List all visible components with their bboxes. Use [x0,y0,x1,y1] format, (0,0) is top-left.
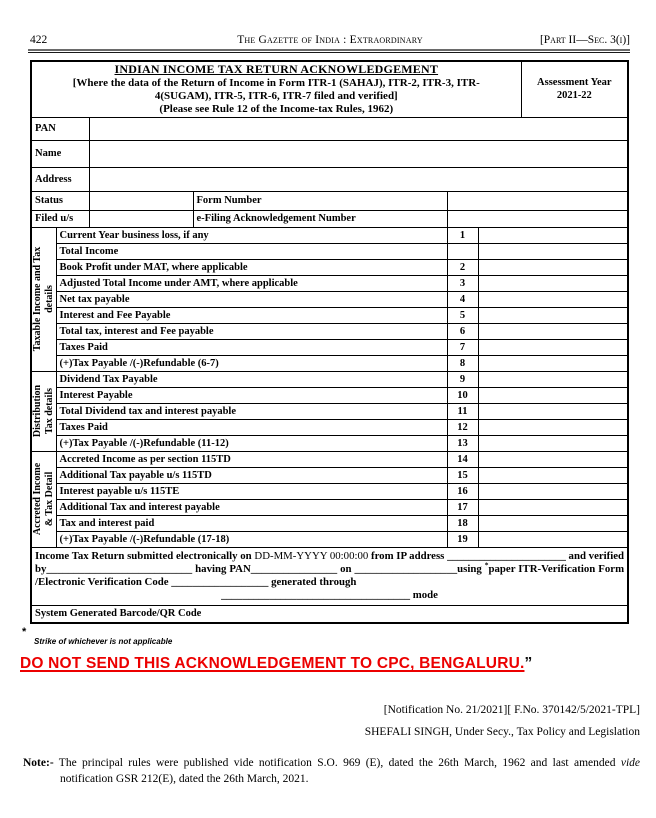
item-value-cell [478,515,628,531]
section-taxable-label: Taxable Income and Tax details [31,246,55,352]
form-subtitle-2: (Please see Rule 12 of the Income-tax Rules, 1962) [159,103,394,116]
form-subtitle-1: [Where the data of the Return of Income in Form ITR-1 (SAHAJ), ITR-2, ITR-3, ITR-4(SUGAM), ITR-5, ITR-6, ITR-7 filed and verified] [72,77,480,103]
item-number: 5 [447,307,478,323]
item-label: Dividend Tax Payable [56,371,447,387]
item-value-cell [478,339,628,355]
item-value-cell [478,275,628,291]
declaration-text: Income Tax Return submitted electronically on DD-MM-YYYY 00:00:00 from IP address ______________________ and verified by___________________________ having PAN________________ on ___________________using *paper ITR-Verification Form /Electronic Verification Code __________________ generated through [35,549,625,589]
item-number: 11 [447,403,478,419]
warning-text: DO NOT SEND THIS ACKNOWLEDGEMENT TO CPC, BENGALURU. [20,655,525,672]
table-row [31,259,628,275]
table-row [31,451,628,467]
item-number [447,243,478,259]
item-number: 1 [447,227,478,243]
warning-line [20,655,656,673]
item-value-cell [478,307,628,323]
table-row [31,307,628,323]
declaration-mode-line: ___________________________________ mode [221,589,438,602]
item-label: Interest and Fee Payable [56,307,447,323]
item-label: Adjusted Total Income under AMT, where applicable [56,275,447,291]
name-label: Name [31,140,89,167]
item-value-cell [478,435,628,451]
notification-number: [Notification No. 21/2021][ F.No. 370142/5/2021-TPL] [383,704,640,716]
footnote-asterisk: * [22,626,27,638]
item-value-cell [478,499,628,515]
item-value-cell [478,531,628,547]
efiling-ack-label: e-Filing Acknowledgement Number [193,210,447,227]
item-number: 8 [447,355,478,371]
section-distribution [31,371,56,451]
pan-label: PAN [31,117,89,140]
page-number: 422 [30,34,48,46]
table-row [31,355,628,371]
item-number: 2 [447,259,478,275]
table-row [31,291,628,307]
table-row [31,339,628,355]
asterisk-reference: * [484,560,489,570]
form-title: INDIAN INCOME TAX RETURN ACKNOWLEDGEMENT [114,62,439,77]
item-number: 7 [447,339,478,355]
item-label: Interest payable u/s 115TE [56,483,447,499]
name-value-cell [89,140,628,167]
filed-us-row [31,210,628,227]
declaration-row [31,547,628,605]
item-label: (+)Tax Payable /(-)Refundable (17-18) [56,531,447,547]
table-row [31,403,628,419]
item-number: 3 [447,275,478,291]
item-label: Total Income [56,243,447,259]
note-vide-italic: vide [620,757,640,769]
gazette-title: The Gazette of India : Extraordinary [237,34,423,46]
table-row [31,483,628,499]
address-label: Address [31,167,89,191]
table-row [31,499,628,515]
item-number: 4 [447,291,478,307]
table-row [31,387,628,403]
item-label: (+)Tax Payable /(-)Refundable (6-7) [56,355,447,371]
form-title-cell [31,61,521,117]
item-number: 15 [447,467,478,483]
item-number: 14 [447,451,478,467]
barcode-label: System Generated Barcode/QR Code [31,605,628,623]
item-label: Tax and interest paid [56,515,447,531]
assessment-year-value: 2021-22 [556,90,592,102]
section-distribution-label: Distribution Tax details [31,384,55,438]
table-row [31,435,628,451]
item-value-cell [478,243,628,259]
section-accreted [31,451,56,547]
address-value-cell [89,167,628,191]
filed-us-value-cell [89,210,193,227]
item-number: 17 [447,499,478,515]
notification-block [0,699,640,743]
table-row [31,227,628,243]
item-value-cell [478,227,628,243]
item-value-cell [478,467,628,483]
item-number: 13 [447,435,478,451]
item-value-cell [478,371,628,387]
item-label: Taxes Paid [56,339,447,355]
table-row [31,515,628,531]
footnote-text: Strike of whichever is not applicable [34,637,173,646]
filed-us-label: Filed u/s [31,210,89,227]
efiling-ack-value-cell [447,210,628,227]
table-row [31,371,628,387]
part-section: [Part II—Sec. 3(i)] [539,34,630,46]
form-number-label: Form Number [193,191,447,210]
table-row [31,419,628,435]
item-label: Additional Tax and interest payable [56,499,447,515]
pan-row [31,117,628,140]
name-row [31,140,628,167]
form-title-row [31,61,628,117]
item-label: Current Year business loss, if any [56,227,447,243]
address-row [31,167,628,191]
status-row [31,191,628,210]
declaration-datetime: DD-MM-YYYY 00:00:00 [254,549,369,562]
status-label: Status [31,191,89,210]
table-row [31,243,628,259]
table-row [31,275,628,291]
item-value-cell [478,323,628,339]
section-accreted-label: Accreted Income & Tax Detail [31,462,55,536]
barcode-row [31,605,628,623]
header-double-rule [28,49,630,53]
item-label: (+)Tax Payable /(-)Refundable (11-12) [56,435,447,451]
item-label: Taxes Paid [56,419,447,435]
item-value-cell [478,387,628,403]
footnote [22,628,656,646]
table-row [31,531,628,547]
closing-quote: ” [524,655,533,672]
signatory: SHEFALI SINGH, Under Secy., Tax Policy and Legislation [364,726,640,738]
item-number: 18 [447,515,478,531]
item-number: 6 [447,323,478,339]
item-label: Accreted Income as per section 115TD [56,451,447,467]
form-number-value-cell [447,191,628,210]
itr-acknowledgement-form [30,60,629,624]
item-value-cell [478,403,628,419]
section-taxable [31,227,56,371]
table-row [31,323,628,339]
item-value-cell [478,483,628,499]
item-value-cell [478,291,628,307]
item-number: 10 [447,387,478,403]
status-value-cell [89,191,193,210]
declaration-cell [31,547,628,605]
item-label: Additional Tax payable u/s 115TD [56,467,447,483]
table-row [31,467,628,483]
item-label: Total tax, interest and Fee payable [56,323,447,339]
item-value-cell [478,355,628,371]
item-value-cell [478,451,628,467]
item-number: 19 [447,531,478,547]
item-value-cell [478,259,628,275]
item-label: Interest Payable [56,387,447,403]
item-number: 12 [447,419,478,435]
note-paragraph: Note:- The principal rules were published vide notification S.O. 969 (E), dated the 26th March, 1962 and last amended vide notification GSR 212(E), dated the 26th March, 2021. [23,757,640,785]
item-number: 9 [447,371,478,387]
item-label: Total Dividend tax and interest payable [56,403,447,419]
gazette-header [30,34,630,46]
assessment-year-cell [521,61,628,117]
pan-value-cell [89,117,628,140]
item-label: Net tax payable [56,291,447,307]
assessment-year-label: Assessment Year [537,77,612,89]
item-value-cell [478,419,628,435]
item-label: Book Profit under MAT, where applicable [56,259,447,275]
note-label: Note:- [23,757,54,769]
item-number: 16 [447,483,478,499]
